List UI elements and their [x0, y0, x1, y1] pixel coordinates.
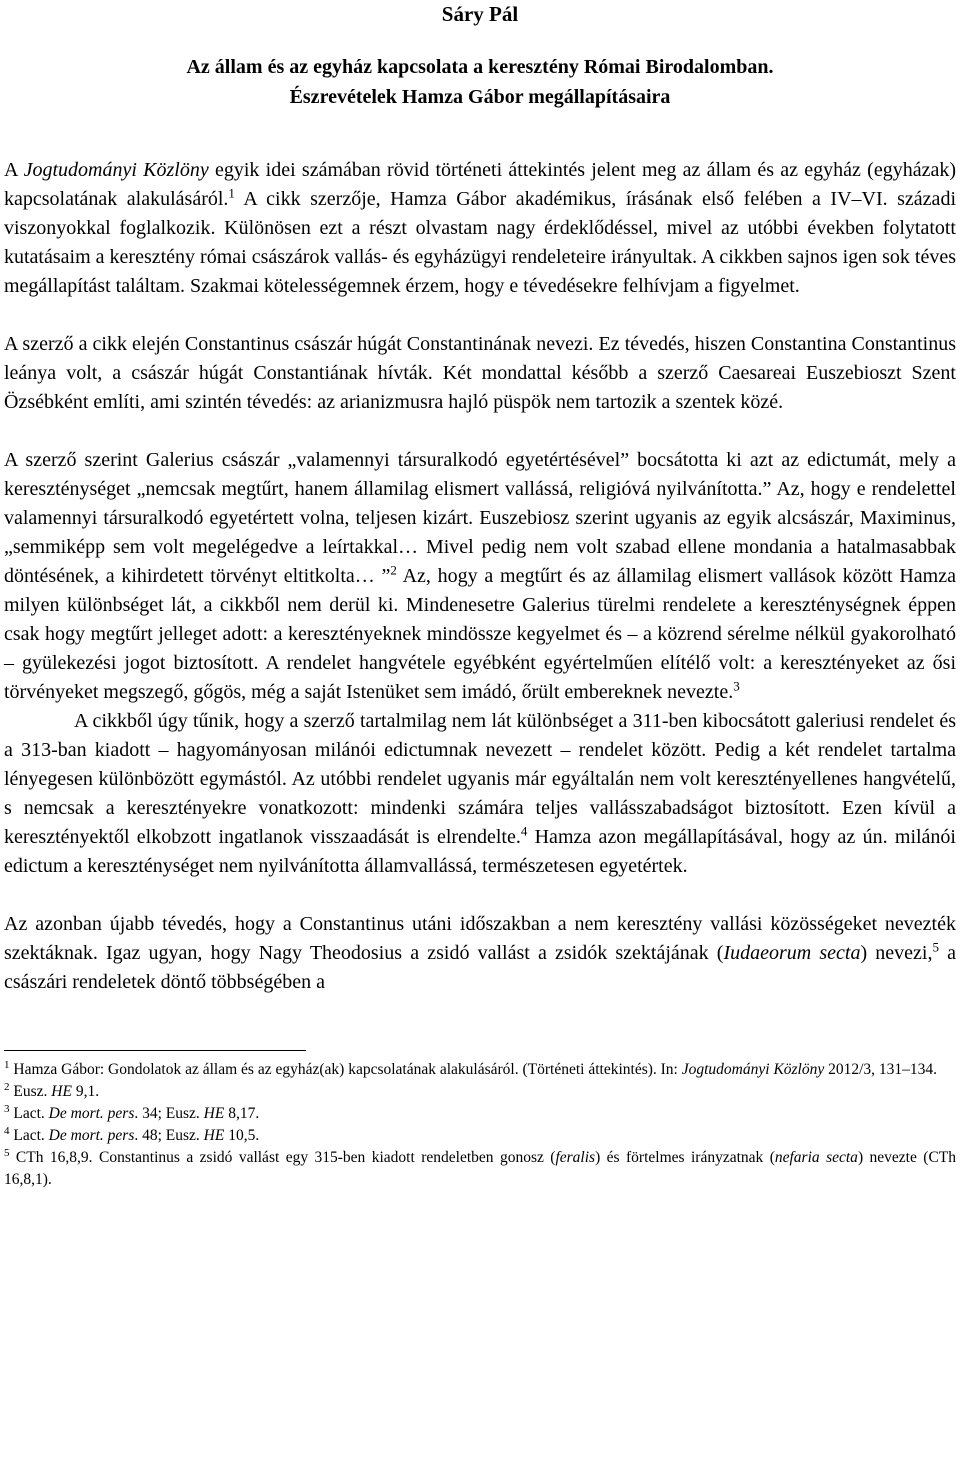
journal-name: Jogtudományi Közlöny: [23, 159, 209, 181]
footnote-text: . 34; Eusz.: [134, 1105, 204, 1122]
footnote-1: [4, 1059, 956, 1081]
footnote-text: 8,17.: [224, 1105, 260, 1122]
footnote-text: Eusz.: [9, 1083, 52, 1100]
footnote-text: Lact.: [9, 1127, 49, 1144]
footnote-4: [4, 1125, 956, 1147]
footnote-italic: HE: [51, 1083, 72, 1100]
footnote-2: [4, 1081, 956, 1103]
footnote-number: 3: [4, 1102, 10, 1115]
footnote-text: Lact.: [9, 1105, 49, 1122]
paragraph-3-text-b: Az, hogy a megtűrt és az államilag elismert vallások között Hamza milyen különbséget lát, a cikkből nem derül ki. Mindenesetre Galerius türelmi rendelete a kereszténységnek éppen csak hogy megtűrt jelleget adott: a keresztényeknek mindössze kegyelmet és – a közrend sérelme nélkül gyakorolható – gyülekezési jogot biztosított. A rendelet hangvétele egyébként egyértelműen elítélő volt: a keresztényeket az ősi törvényeket megszegő, gőgös, még a saját Istenüket sem imádó, őrült embereknek nevezte.: [4, 565, 956, 703]
latin-term-iudaeorum-secta: Iudaeorum secta: [723, 942, 861, 964]
footnotes: [4, 1059, 956, 1191]
footnote-ref-5[interactable]: 5: [932, 939, 939, 955]
paragraph-5-text-c: a császári rendeletek döntő többségében a: [4, 942, 956, 993]
footnote-number: 2: [4, 1080, 10, 1093]
paragraph-3: [4, 446, 956, 707]
paragraph-5: [4, 910, 956, 997]
footnote-italic: feralis: [555, 1149, 596, 1166]
paragraph-1-text-b: egyik idei számában rövid történeti áttekintés jelent meg az állam és az egyház (egyházak) kapcsolatának alakulásáról.: [4, 159, 956, 210]
paragraph-1: [4, 156, 956, 301]
footnote-number: 1: [4, 1058, 10, 1071]
footnote-separator: [4, 1050, 306, 1051]
paragraph-3-text-a: A szerző szerint Galerius császár „valamennyi társuralkodó egyetértésével” bocsátotta ki azt az edictumát, mely a kereszténységet „nemcsak megtűrt, hanem államilag elismert vallássá, religióvá nyilvánította.” Az, hogy e rendelettel valamennyi társuralkodó egyetértett volna, teljesen kizárt. Euszebiosz szerint ugyanis az egyik alcsászár, Maximinus, „semmiképp sem volt megelégedve a leírtakkal… Mivel pedig nem volt szabad ellene mondania a hatalmasabbak döntésének, a kihirdetett törvényt eltitkolta… ”: [4, 449, 956, 587]
footnote-number: 4: [4, 1124, 10, 1137]
footnote-text: . 48; Eusz.: [134, 1127, 204, 1144]
paragraph-5-text-b: ) nevezi,: [860, 942, 933, 964]
paragraph-4-text-b: Hamza azon megállapításával, hogy az ún. milánói edictum a kereszténységet nem nyilvánította államvallássá, természetesen egyetértek.: [4, 826, 956, 877]
paragraph-1-text-a: A: [4, 159, 24, 181]
footnote-italic: nefaria secta: [774, 1149, 858, 1166]
paragraph-1-text-c: A cikk szerzője, Hamza Gábor akadémikus, írásának első felében a IV–VI. századi viszonyokkal foglalkozik. Különösen ezt a részt olvastam nagy érdeklődéssel, mivel az utóbbi években folytatott kutatásaim a keresztény római császárok vallás- és egyházügyi rendeleteire irányultak. A cikkben sajnos igen sok téves megállapítást találtam. Szakmai kötelességemnek érzem, hogy e tévedésekre felhívjam a figyelmet.: [4, 188, 956, 297]
footnote-5: [4, 1147, 956, 1191]
document-page: [4, 0, 956, 1191]
footnote-text: 10,5.: [224, 1127, 260, 1144]
footnote-italic: De mort. pers: [48, 1105, 135, 1122]
footnote-text: Hamza Gábor: Gondolatok az állam és az egyház(ak) kapcsolatának alakulásáról. (Történeti áttekintés). In:: [9, 1061, 682, 1078]
article-title-line1: Az állam és az egyház kapcsolata a keresztény Római Birodalomban.: [186, 56, 774, 78]
footnote-ref-3[interactable]: 3: [733, 678, 740, 694]
paragraph-5-text-a: Az azonban újabb tévedés, hogy a Constantinus utáni időszakban a nem keresztény vallási közösségeket nevezték szektáknak. Igaz ugyan, hogy Nagy Theodosius a zsidó vallást a zsidók szektájának (: [4, 913, 956, 964]
footnote-ref-2[interactable]: 2: [390, 562, 397, 578]
paragraph-4: [4, 707, 956, 881]
footnote-3: [4, 1103, 956, 1125]
paragraph-4-text-a: A cikkből úgy tűnik, hogy a szerző tartalmilag nem lát különbséget a 311-ben kibocsátott galeriusi rendelet és a 313-ban kiadott – hagyományosan milánói edictumnak nevezett – rendelet között. Pedig a két rendelet tartalma lényegesen különbözött egymástól. Az utóbbi rendelet ugyanis már egyáltalán nem volt keresztényellenes hangvételű, s nemcsak a keresztényekre vonatkozott: mindenki számára teljes vallásszabadságot biztosított. Ezen kívül a keresztényektől elkobzott ingatlanok visszaadását is elrendelte.: [4, 710, 956, 848]
footnote-italic: De mort. pers: [48, 1127, 135, 1144]
footnote-italic: HE: [203, 1105, 225, 1122]
footnote-ref-1[interactable]: 1: [228, 185, 235, 201]
footnote-text: ) nevezte (CTh 16,8,1).: [4, 1149, 957, 1188]
footnote-italic: HE: [203, 1127, 225, 1144]
footnote-number: 5: [4, 1146, 10, 1159]
footnote-text: 9,1.: [71, 1083, 100, 1100]
footnote-ref-4[interactable]: 4: [520, 823, 528, 839]
footnote-text: CTh 16,8,9. Constantinus a zsidó vallást egy 315-ben kiadott rendeletben gonosz (: [9, 1149, 556, 1166]
paragraph-2: A szerző a cikk elején Constantinus császár húgát Constantinának nevezi. Ez tévedés, hiszen Constantina Constantinus leánya volt, a császár húgát Constantiának hívták. Két mondattal később a szerző Caesareai Euszebioszt Szent Özsébként említi, ami szintén tévedés: az arianizmusra hajló püspök nem tartozik a szentek közé.: [4, 333, 956, 413]
footnote-text: ) és förtelmes irányzatnak (: [595, 1149, 775, 1166]
article-title: [4, 52, 956, 112]
article-title-line2: Észrevételek Hamza Gábor megállapításaira: [289, 86, 671, 108]
footnote-text: 2012/3, 131–134.: [824, 1061, 938, 1078]
author-name: Sáry Pál: [441, 2, 519, 26]
footnote-italic: Jogtudományi Közlöny: [681, 1061, 825, 1078]
